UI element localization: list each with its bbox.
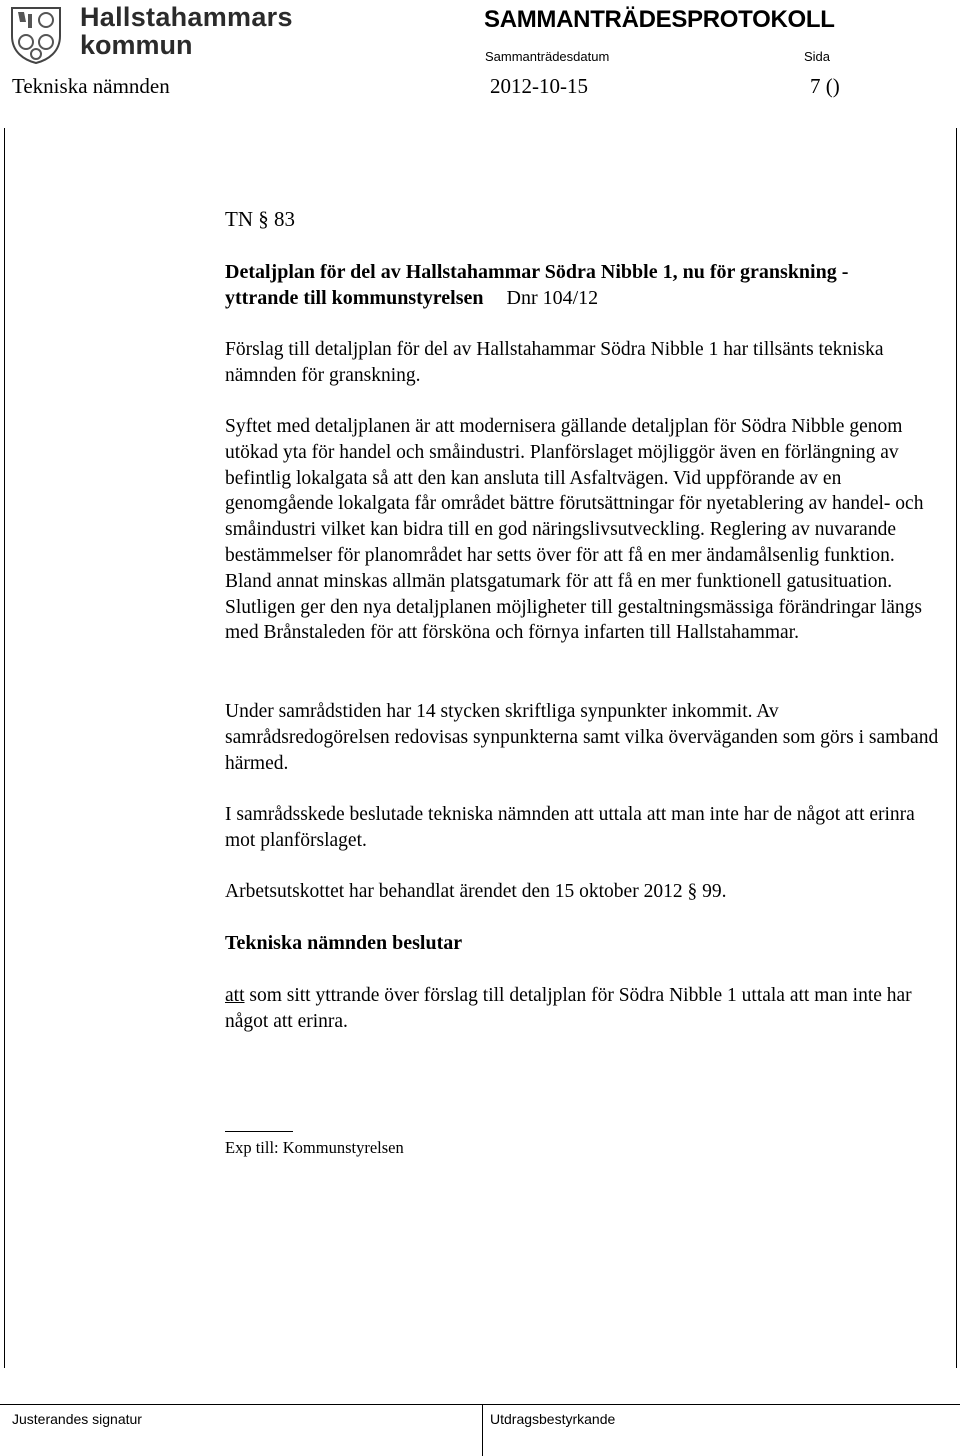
decision-text (225, 983, 945, 1035)
meeting-date: 2012-10-15 (490, 74, 588, 98)
item-title-line1: Detaljplan för del av Hallstahammar Södra Nibble 1, nu för granskning - (225, 261, 849, 283)
signature-label: Justerandes signatur (12, 1411, 142, 1427)
paragraph-text: Syftet med detaljplanen är att modernisera gällande detaljplan för Södra Nibble genom utökad yta för handel och småindustri. Planförslaget möjliggör även en förlängning av befintlig lokalgata så att den kan ansluta till Asfaltvägen. Vid uppförande av en genomgående lokalgata får området bättre förutsättningar för nyetablering av handel- och småindustri vilket kan bidra till en god näringslivsutveckling. Reglering av nuvarande bestämmelser för planområdet har setts över för att få en mer ändamålsenlig funktion. Bland annat minskas allmän platsgatumark för att få en mer funktionell gatusituation. Slutligen ger den nya detaljplanen möjligheter till gestaltningsmässiga förändringar längs med Brånstaleden för att försköna och förnya infarten till Hallstahammar. (225, 416, 924, 644)
decision-heading: Tekniska nämnden beslutar (225, 932, 463, 954)
paragraph-1 (225, 337, 945, 389)
paragraph-5 (225, 879, 945, 905)
case-number: TN § 83 (225, 207, 295, 231)
paragraph-text: Under samrådstiden har 14 stycken skriftliga synpunkter inkommit. Av samrådsredogörelsen redovisas synpunkterna samt vilka överväganden som görs i samband härmed. (225, 701, 939, 774)
paragraph-text: Förslag till detaljplan för del av Hallstahammar Södra Nibble 1 har tillsänts tekniska nämnden för granskning. (225, 339, 884, 386)
footer-rule (0, 1404, 960, 1405)
page-label: Sida (804, 49, 831, 64)
decision-body: som sitt yttrande över förslag till detaljplan för Södra Nibble 1 uttala att man inte har något att erinra. (225, 985, 912, 1032)
logo-text-line1: Hallstahammars (80, 2, 293, 32)
footer-divider (482, 1404, 483, 1456)
item-title-line2: yttrande till kommunstyrelsen (225, 287, 484, 309)
page-number: 7 () (810, 74, 840, 98)
paragraph-4 (225, 802, 945, 854)
logo-text-line2: kommun (80, 30, 193, 60)
right-margin-rule (956, 128, 957, 1368)
paragraph-3 (225, 699, 945, 776)
item-title (225, 259, 945, 311)
date-label: Sammanträdesdatum (485, 49, 610, 64)
certification-label: Utdragsbestyrkande (490, 1411, 616, 1427)
paragraph-2 (225, 414, 945, 646)
paragraph-text: Arbetsutskottet har behandlat ärendet den 15 oktober 2012 § 99. (225, 881, 727, 902)
decision-att: att (225, 985, 245, 1006)
protocol-title: SAMMANTRÄDESPROTOKOLL (484, 6, 835, 33)
expedition-line: Exp till: Kommunstyrelsen (225, 1138, 404, 1157)
left-margin-rule (4, 128, 5, 1368)
diary-number: Dnr 104/12 (506, 287, 599, 309)
expedition-rule (225, 1131, 293, 1132)
municipal-coat-of-arms-icon (10, 6, 62, 64)
paragraph-text: I samrådsskede beslutade tekniska nämnden att uttala att man inte har de något att erinra mot planförslaget. (225, 804, 915, 851)
committee-name: Tekniska nämnden (12, 74, 170, 98)
